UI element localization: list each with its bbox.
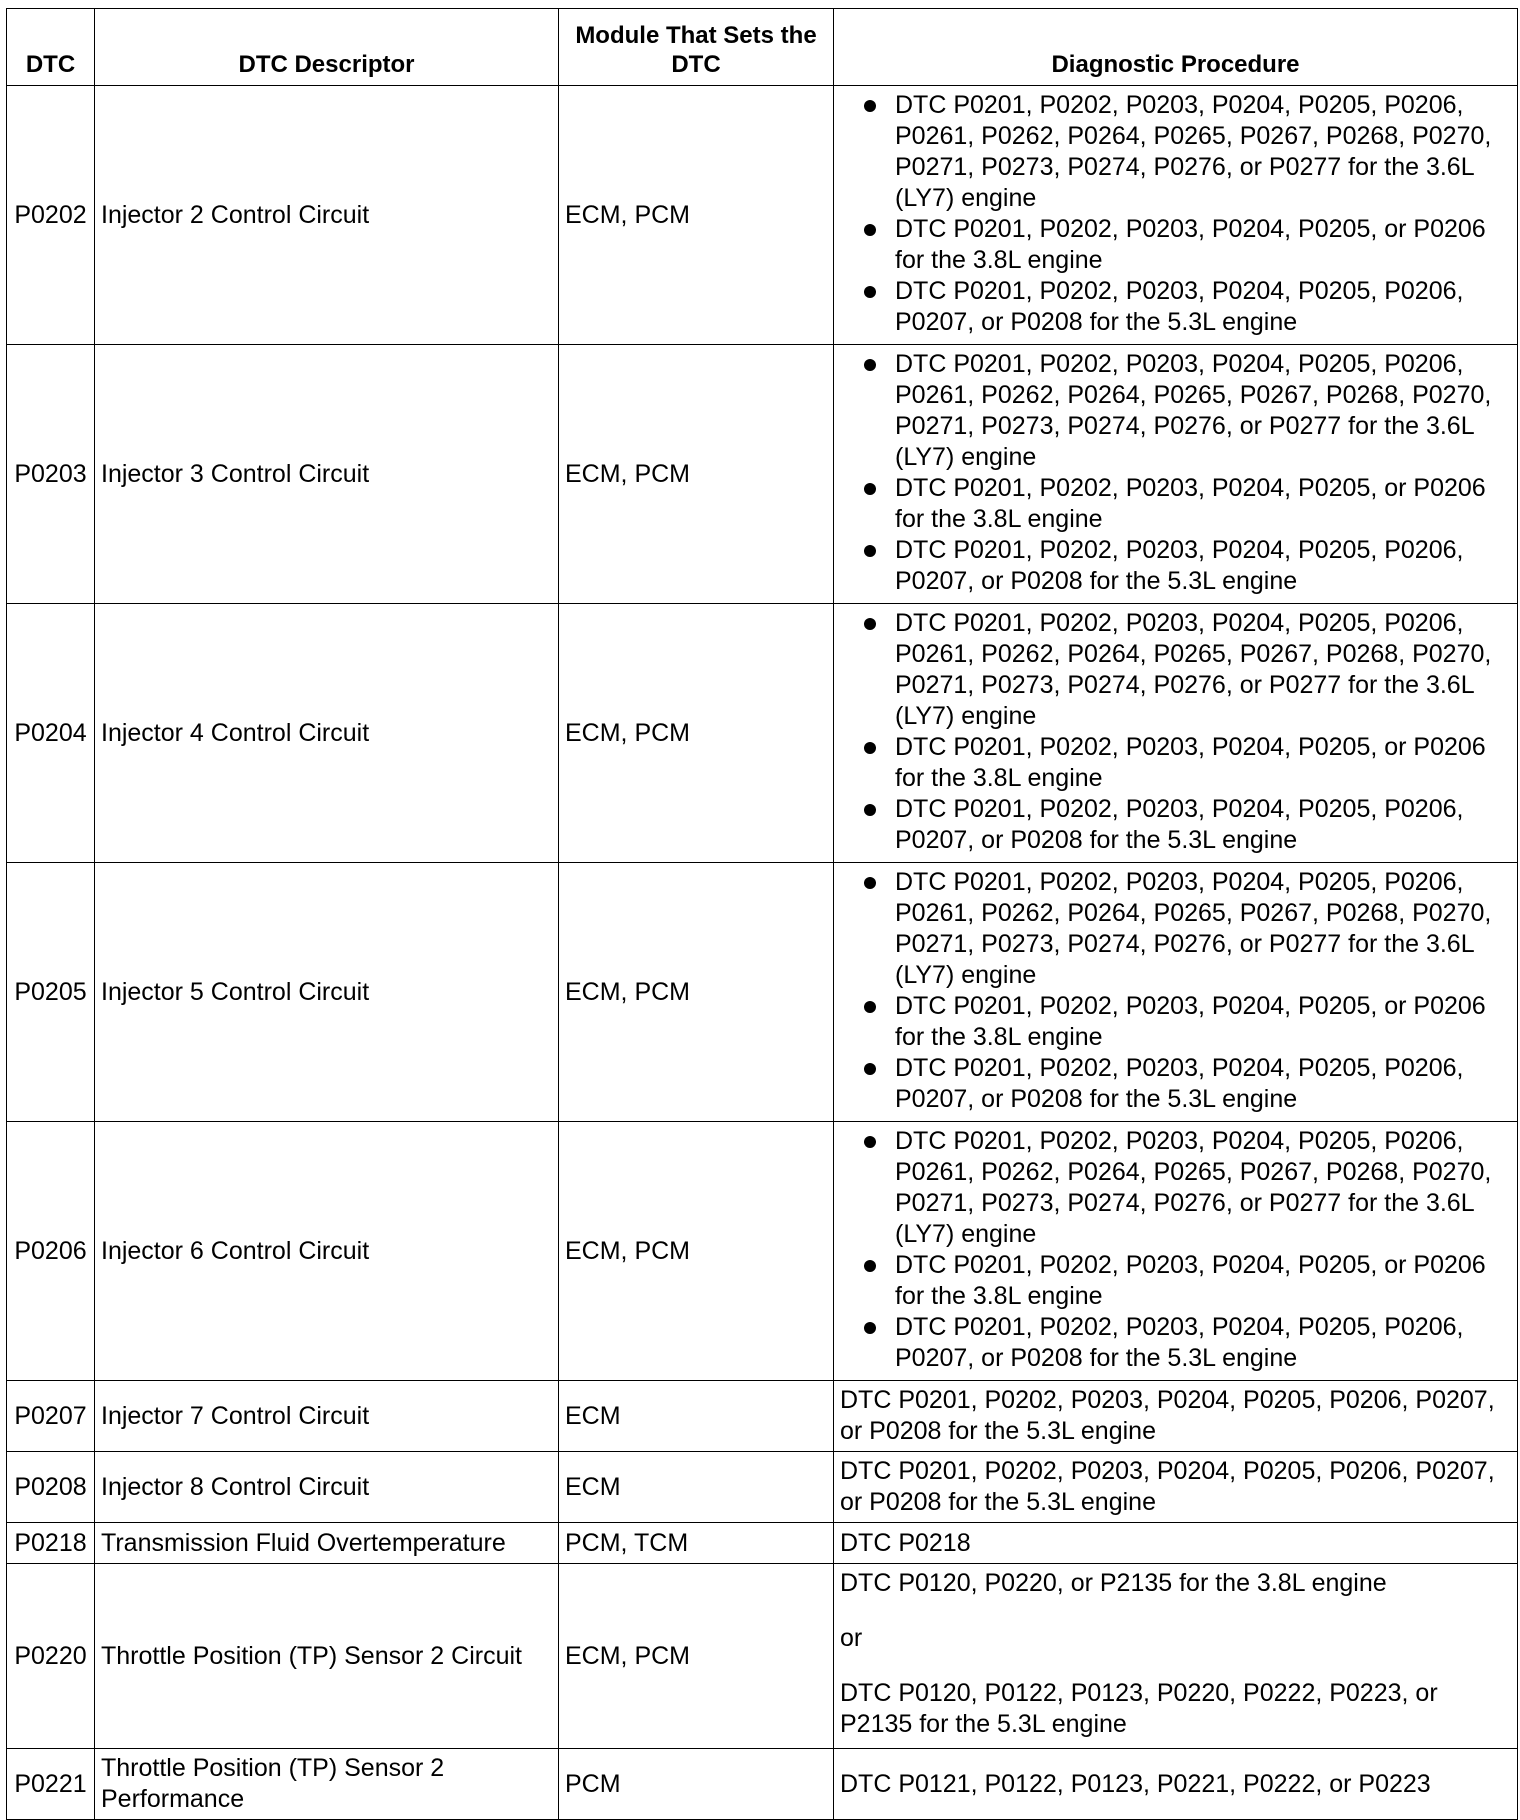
dtc-module: ECM xyxy=(559,1452,834,1523)
procedure-bullet: DTC P0201, P0202, P0203, P0204, P0205, P0206, P0207, or P0208 for the 5.3L engine xyxy=(840,1053,1511,1115)
diagnostic-procedure xyxy=(834,604,1518,863)
dtc-module: ECM xyxy=(559,1381,834,1452)
table-row xyxy=(7,604,1518,863)
procedure-text: DTC P0120, P0122, P0123, P0220, P0222, P0223, or P2135 for the 5.3L engine xyxy=(840,1679,1438,1738)
procedure-bullet: DTC P0201, P0202, P0203, P0204, P0205, P0206, P0261, P0262, P0264, P0265, P0267, P0268, P0270, P0271, P0273, P0274, P0276, or P0277 for the 3.6L (LY7) engine xyxy=(840,349,1511,473)
procedure-bullet: DTC P0201, P0202, P0203, P0204, P0205, P0206, P0207, or P0208 for the 5.3L engine xyxy=(840,1312,1511,1374)
dtc-module: ECM, PCM xyxy=(559,1122,834,1381)
dtc-descriptor: Throttle Position (TP) Sensor 2 Circuit xyxy=(95,1564,559,1749)
dtc-code: P0205 xyxy=(7,863,95,1122)
procedure-or: or xyxy=(840,1624,863,1652)
procedure-bullet: DTC P0201, P0202, P0203, P0204, P0205, P0206, P0261, P0262, P0264, P0265, P0267, P0268, P0270, P0271, P0273, P0274, P0276, or P0277 for the 3.6L (LY7) engine xyxy=(840,1126,1511,1250)
table-row xyxy=(7,1381,1518,1452)
dtc-module: ECM, PCM xyxy=(559,345,834,604)
procedure-bullet: DTC P0201, P0202, P0203, P0204, P0205, or P0206 for the 3.8L engine xyxy=(840,214,1511,276)
table-row xyxy=(7,863,1518,1122)
table-row xyxy=(7,1452,1518,1523)
dtc-code: P0218 xyxy=(7,1523,95,1564)
header-module: Module That Sets the DTC xyxy=(559,9,834,86)
procedure-text: DTC P0120, P0220, or P2135 for the 3.8L engine xyxy=(840,1569,1387,1597)
dtc-module: PCM, TCM xyxy=(559,1523,834,1564)
procedure-bullet: DTC P0201, P0202, P0203, P0204, P0205, P0206, P0261, P0262, P0264, P0265, P0267, P0268, P0270, P0271, P0273, P0274, P0276, or P0277 for the 3.6L (LY7) engine xyxy=(840,90,1511,214)
dtc-descriptor: Injector 7 Control Circuit xyxy=(95,1381,559,1452)
procedure-bullet: DTC P0201, P0202, P0203, P0204, P0205, P0206, P0261, P0262, P0264, P0265, P0267, P0268, P0270, P0271, P0273, P0274, P0276, or P0277 for the 3.6L (LY7) engine xyxy=(840,867,1511,991)
procedure-bullet: DTC P0201, P0202, P0203, P0204, P0205, or P0206 for the 3.8L engine xyxy=(840,991,1511,1053)
procedure-bullet: DTC P0201, P0202, P0203, P0204, P0205, P0206, P0207, or P0208 for the 5.3L engine xyxy=(840,794,1511,856)
dtc-code: P0203 xyxy=(7,345,95,604)
diagnostic-procedure xyxy=(834,345,1518,604)
dtc-descriptor: Throttle Position (TP) Sensor 2 Performance xyxy=(95,1749,559,1820)
dtc-module: ECM, PCM xyxy=(559,1564,834,1749)
dtc-module: PCM xyxy=(559,1749,834,1820)
dtc-code: P0221 xyxy=(7,1749,95,1820)
diagnostic-procedure: DTC P0201, P0202, P0203, P0204, P0205, P0206, P0207, or P0208 for the 5.3L engine xyxy=(834,1452,1518,1523)
diagnostic-procedure xyxy=(834,86,1518,345)
dtc-descriptor: Injector 6 Control Circuit xyxy=(95,1122,559,1381)
dtc-code: P0206 xyxy=(7,1122,95,1381)
diagnostic-procedure xyxy=(834,1122,1518,1381)
dtc-code: P0204 xyxy=(7,604,95,863)
dtc-descriptor: Injector 3 Control Circuit xyxy=(95,345,559,604)
dtc-descriptor: Injector 5 Control Circuit xyxy=(95,863,559,1122)
procedure-bullet: DTC P0201, P0202, P0203, P0204, P0205, or P0206 for the 3.8L engine xyxy=(840,473,1511,535)
dtc-descriptor: Transmission Fluid Overtemperature xyxy=(95,1523,559,1564)
dtc-code: P0208 xyxy=(7,1452,95,1523)
dtc-module: ECM, PCM xyxy=(559,604,834,863)
procedure-bullet: DTC P0201, P0202, P0203, P0204, P0205, P0206, P0207, or P0208 for the 5.3L engine xyxy=(840,276,1511,338)
procedure-bullet: DTC P0201, P0202, P0203, P0204, P0205, or P0206 for the 3.8L engine xyxy=(840,732,1511,794)
diagnostic-procedure: DTC P0121, P0122, P0123, P0221, P0222, or P0223 xyxy=(834,1749,1518,1820)
procedure-bullet: DTC P0201, P0202, P0203, P0204, P0205, P0206, P0261, P0262, P0264, P0265, P0267, P0268, P0270, P0271, P0273, P0274, P0276, or P0277 for the 3.6L (LY7) engine xyxy=(840,608,1511,732)
table-row xyxy=(7,1523,1518,1564)
diagnostic-procedure: DTC P0201, P0202, P0203, P0204, P0205, P0206, P0207, or P0208 for the 5.3L engine xyxy=(834,1381,1518,1452)
table-row xyxy=(7,1122,1518,1381)
dtc-module: ECM, PCM xyxy=(559,863,834,1122)
table-row xyxy=(7,1564,1518,1749)
procedure-bullet: DTC P0201, P0202, P0203, P0204, P0205, P0206, P0207, or P0208 for the 5.3L engine xyxy=(840,535,1511,597)
diagnostic-procedure xyxy=(834,863,1518,1122)
diagnostic-procedure xyxy=(834,1564,1518,1749)
dtc-descriptor: Injector 8 Control Circuit xyxy=(95,1452,559,1523)
table-row xyxy=(7,86,1518,345)
header-row xyxy=(7,9,1518,86)
dtc-code: P0202 xyxy=(7,86,95,345)
header-procedure: Diagnostic Procedure xyxy=(834,9,1518,86)
table-row xyxy=(7,1749,1518,1820)
dtc-descriptor: Injector 4 Control Circuit xyxy=(95,604,559,863)
dtc-module: ECM, PCM xyxy=(559,86,834,345)
dtc-descriptor: Injector 2 Control Circuit xyxy=(95,86,559,345)
table-row xyxy=(7,345,1518,604)
dtc-code: P0207 xyxy=(7,1381,95,1452)
header-descriptor: DTC Descriptor xyxy=(95,9,559,86)
dtc-code: P0220 xyxy=(7,1564,95,1749)
diagnostic-procedure: DTC P0218 xyxy=(834,1523,1518,1564)
procedure-bullet: DTC P0201, P0202, P0203, P0204, P0205, or P0206 for the 3.8L engine xyxy=(840,1250,1511,1312)
header-dtc: DTC xyxy=(7,9,95,86)
dtc-table xyxy=(6,8,1518,1820)
